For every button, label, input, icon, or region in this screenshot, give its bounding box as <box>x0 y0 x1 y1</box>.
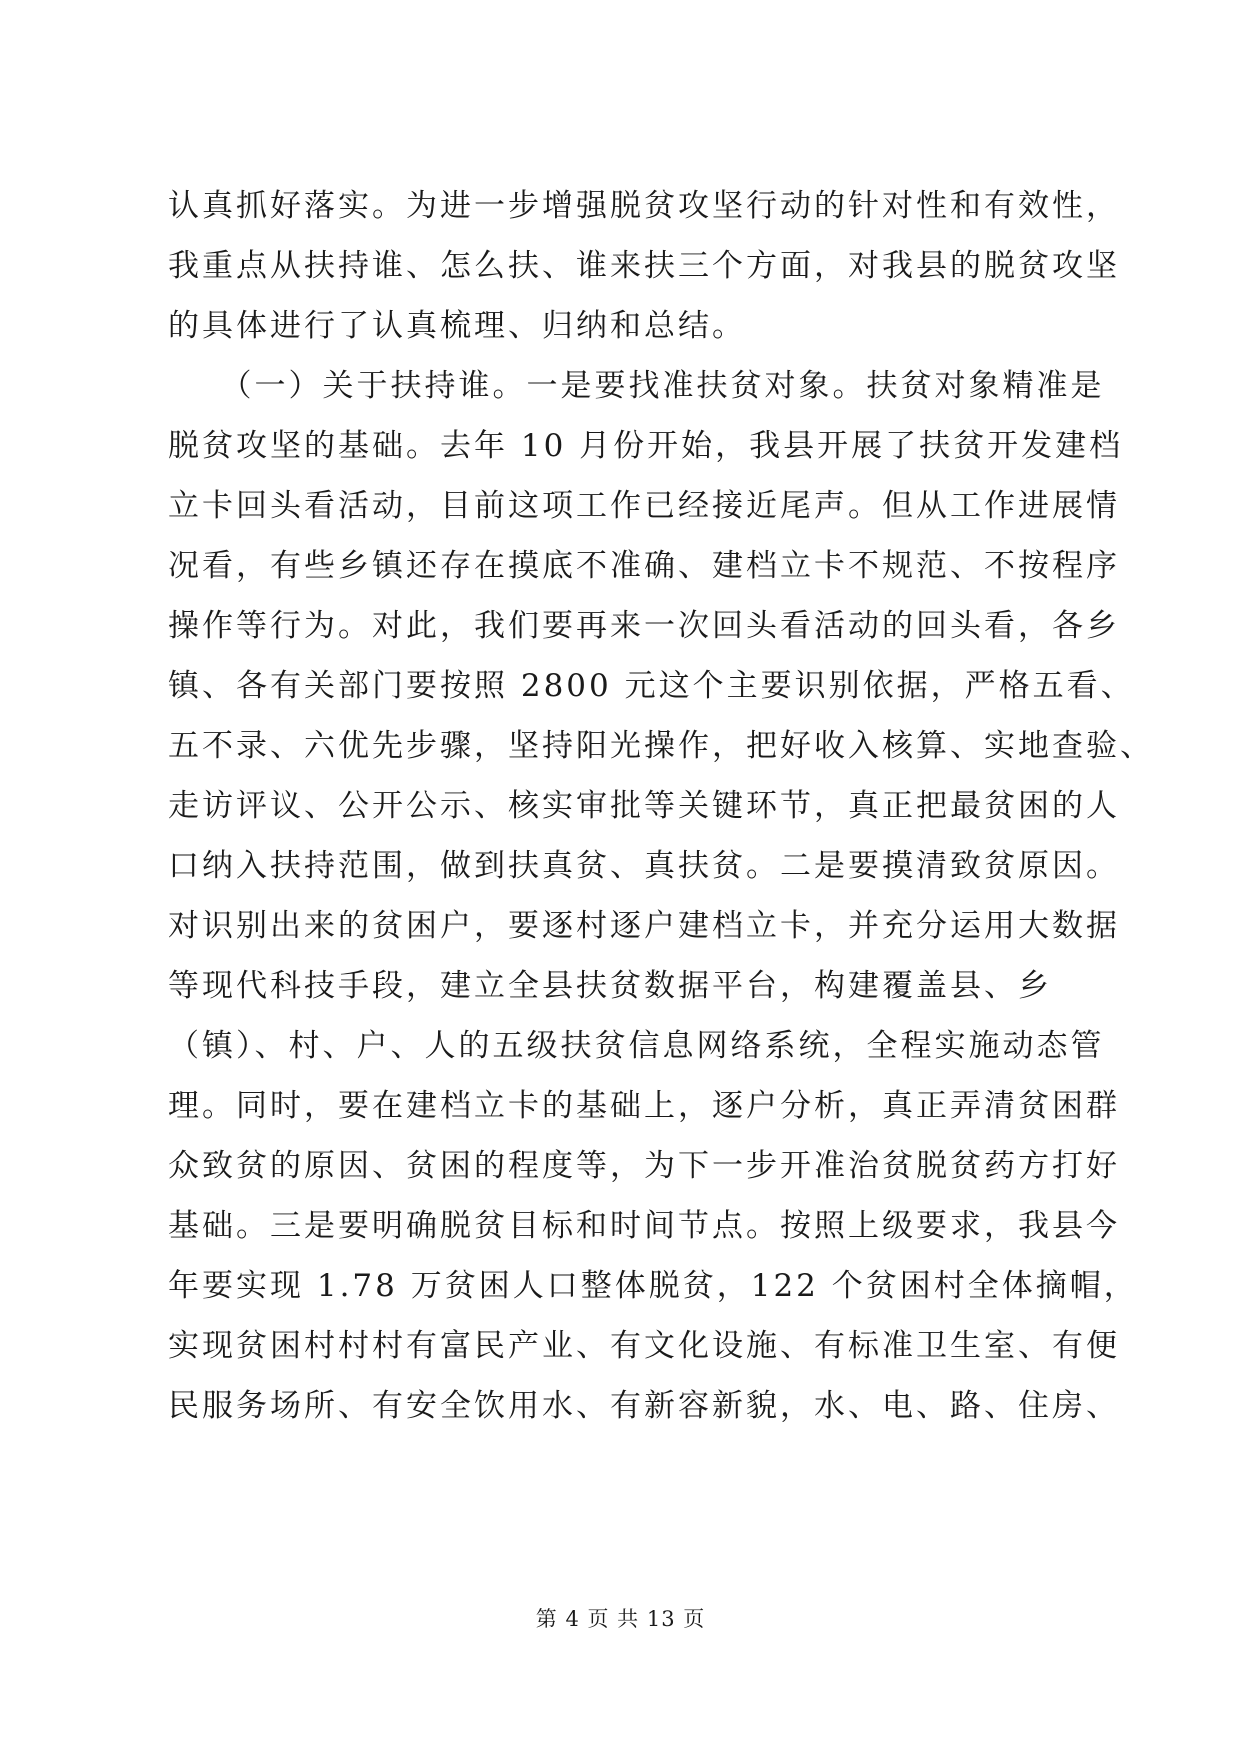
body-text-line: 年要实现 1.78 万贫困人口整体脱贫，122 个贫困村全体摘帽， <box>168 1268 1138 1304</box>
body-text-line: 我重点从扶持谁、怎么扶、谁来扶三个方面，对我县的脱贫攻坚 <box>168 248 1120 284</box>
body-text-line: 民服务场所、有安全饮用水、有新容新貌，水、电、路、住房、 <box>168 1388 1120 1424</box>
page-number-footer: 第 4 页 共 13 页 <box>535 1607 706 1631</box>
body-text-line: 口纳入扶持范围，做到扶真贫、真扶贫。二是要摸清致贫原因。 <box>168 848 1120 884</box>
body-text-line: 等现代科技手段，建立全县扶贫数据平台，构建覆盖县、乡 <box>168 968 1052 1004</box>
body-text-line: （镇）、村、户、人的五级扶贫信息网络系统，全程实施动态管 <box>168 1028 1105 1064</box>
body-text-line: （一）关于扶持谁。一是要找准扶贫对象。扶贫对象精准是 <box>168 368 1105 404</box>
body-text-line: 镇、各有关部门要按照 2800 元这个主要识别依据，严格五看、 <box>168 668 1135 704</box>
body-text-line: 操作等行为。对此，我们要再来一次回头看活动的回头看，各乡 <box>168 608 1120 644</box>
body-text-line: 五不录、六优先步骤，坚持阳光操作，把好收入核算、实地查验、 <box>168 728 1154 764</box>
body-text-line: 基础。三是要明确脱贫目标和时间节点。按照上级要求，我县今 <box>168 1208 1120 1244</box>
body-text-line: 实现贫困村村村有富民产业、有文化设施、有标准卫生室、有便 <box>168 1328 1120 1364</box>
body-text-line: 众致贫的原因、贫困的程度等，为下一步开准治贫脱贫药方打好 <box>168 1148 1120 1184</box>
body-text-line: 况看，有些乡镇还存在摸底不准确、建档立卡不规范、不按程序 <box>168 548 1120 584</box>
body-text-line: 理。同时，要在建档立卡的基础上，逐户分析，真正弄清贫困群 <box>168 1088 1120 1124</box>
body-text-line: 脱贫攻坚的基础。去年 10 月份开始，我县开展了扶贫开发建档 <box>168 428 1124 464</box>
body-text-line: 立卡回头看活动，目前这项工作已经接近尾声。但从工作进展情 <box>168 488 1120 524</box>
body-text-line: 对识别出来的贫困户，要逐村逐户建档立卡，并充分运用大数据 <box>168 908 1120 944</box>
body-text-line: 的具体进行了认真梳理、归纳和总结。 <box>168 308 746 344</box>
body-text-line: 走访评议、公开公示、核实审批等关键环节，真正把最贫困的人 <box>168 788 1120 824</box>
body-text-line: 认真抓好落实。为进一步增强脱贫攻坚行动的针对性和有效性， <box>168 188 1120 224</box>
